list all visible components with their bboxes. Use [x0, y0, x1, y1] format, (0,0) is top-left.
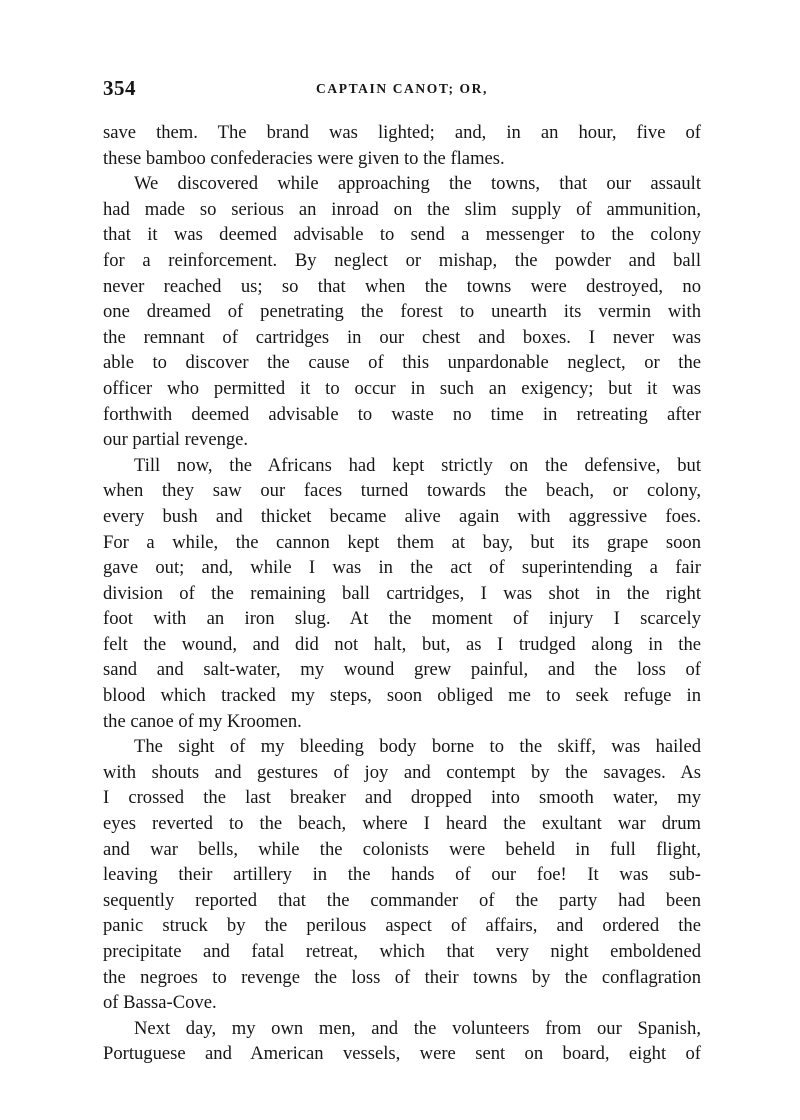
text-line: Till now, the Africans had kept strictly on the defensive, but [134, 454, 701, 476]
text-line: with shouts and gestures of joy and contempt by the savages. As [103, 761, 701, 783]
text-line: never reached us; so that when the towns were destroyed, no [103, 275, 701, 297]
text-line: every bush and thicket became alive again with aggressive foes. [103, 505, 701, 527]
text-line: save them. The brand was lighted; and, in an hour, five of [103, 122, 701, 143]
body-text [103, 120, 701, 1067]
text-line: that it was deemed advisable to send a messenger to the colony [103, 224, 701, 246]
text-line: precipitate and fatal retreat, which that very night emboldened [103, 941, 701, 962]
text-line: able to discover the cause of this unpardonable neglect, or the [103, 352, 701, 374]
page-header [103, 76, 701, 102]
text-line: We discovered while approaching the towns, that our assault [134, 173, 701, 195]
text-line: foot with an iron slug. At the moment of injury I scarcely [103, 608, 701, 630]
text-line: blood which tracked my steps, soon obliged me to seek refuge in [103, 685, 701, 707]
text-line: the canoe of my Kroomen. [103, 710, 302, 732]
text-line: The sight of my bleeding body borne to the skiff, was hailed [134, 736, 701, 758]
text-line: Portuguese and American vessels, were sent on board, eight of [103, 1043, 701, 1065]
text-line: our partial revenge. [103, 429, 249, 451]
text-line: the negroes to revenge the loss of their towns by the conflagration [103, 966, 701, 988]
text-line: division of the remaining ball cartridges, I was shot in the right [103, 582, 701, 604]
page-number: 354 [103, 76, 136, 100]
text-line: forthwith deemed advisable to waste no time in retreating after [103, 403, 701, 425]
text-line: of Bassa-Cove. [103, 992, 217, 1014]
text-line: sequently reported that the commander of the party had been [103, 889, 701, 911]
text-line: I crossed the last breaker and dropped into smooth water, my [103, 787, 701, 809]
text-line: these bamboo confederacies were given to the flames. [103, 147, 505, 169]
text-line: gave out; and, while I was in the act of superintending a fair [103, 557, 701, 579]
text-line: leaving their artillery in the hands of our foe! It was sub- [103, 864, 701, 886]
text-line: Next day, my own men, and the volunteers from our Spanish, [134, 1017, 701, 1039]
text-line: when they saw our faces turned towards the beach, or colony, [103, 480, 701, 502]
text-line: panic struck by the perilous aspect of affairs, and ordered the [103, 915, 701, 937]
text-line: and war bells, while the colonists were beheld in full flight, [103, 838, 701, 860]
text-line: For a while, the cannon kept them at bay, but its grape soon [103, 531, 701, 553]
text-line: the remnant of cartridges in our chest and boxes. I never was [103, 326, 701, 348]
text-line: eyes reverted to the beach, where I heard the exultant war drum [103, 813, 701, 835]
text-line: officer who permitted it to occur in such an exigency; but it was [103, 377, 701, 399]
text-line: for a reinforcement. By neglect or mishap, the powder and ball [103, 249, 701, 271]
running-head: CAPTAIN CANOT; OR, [316, 81, 488, 96]
text-line: sand and salt-water, my wound grew painful, and the loss of [103, 659, 701, 681]
text-line: felt the wound, and did not halt, but, as I trudged along in the [103, 633, 701, 655]
text-line: one dreamed of penetrating the forest to unearth its vermin with [103, 301, 701, 323]
text-line: had made so serious an inroad on the slim supply of ammunition, [103, 198, 701, 220]
